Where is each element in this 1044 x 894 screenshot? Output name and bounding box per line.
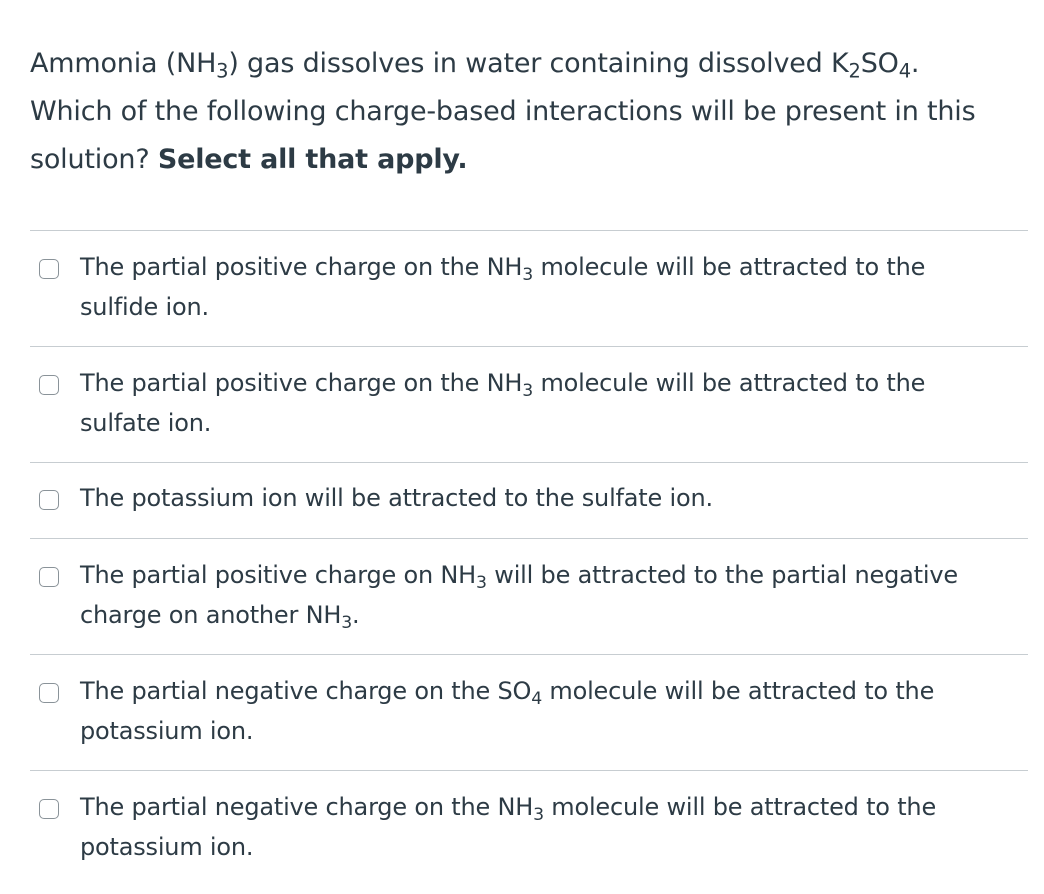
answer-option-4[interactable] — [30, 538, 1028, 654]
answer-text-1[interactable]: The partial positive charge on the $NH_3$ molecule will be attracted to the sulfide ion. — [80, 253, 926, 321]
answer-list — [30, 230, 1028, 886]
answer-option-6[interactable] — [30, 770, 1028, 886]
answer-text-6[interactable]: The partial negative charge on the $NH_3$ molecule will be attracted to the potassium ion. — [80, 793, 937, 861]
instruction-select-all: Select all that apply. — [157, 144, 468, 175]
question-line-3: solution? Select all that apply. — [30, 144, 468, 175]
answer-checkbox-3[interactable] — [39, 490, 59, 510]
answer-text-3[interactable]: The potassium ion will be attracted to the sulfate ion. — [80, 484, 713, 512]
answer-text-5[interactable]: The partial negative charge on the $SO_4$ molecule will be attracted to the potassium ion. — [80, 677, 935, 745]
answer-option-3[interactable] — [30, 462, 1028, 538]
answer-checkbox-1[interactable] — [39, 259, 59, 279]
answer-checkbox-2[interactable] — [39, 375, 59, 395]
question-line-2: Which of the following charge-based interactions will be present in this — [30, 96, 976, 127]
question-text — [30, 40, 1030, 184]
answer-checkbox-5[interactable] — [39, 683, 59, 703]
answer-text-4[interactable]: The partial positive charge on $NH_3$ will be attracted to the partial negative charge on another $NH_3$. — [80, 561, 958, 633]
answer-checkbox-4[interactable] — [39, 567, 59, 587]
answer-checkbox-6[interactable] — [39, 799, 59, 819]
answer-option-1[interactable] — [30, 230, 1028, 346]
answer-option-5[interactable] — [30, 654, 1028, 770]
answer-text-2[interactable]: The partial positive charge on the $NH_3$ molecule will be attracted to the sulfate ion. — [80, 369, 926, 437]
question-line-1: Ammonia $(NH_3)$ gas dissolves in water containing dissolved $K_2SO_4$. — [30, 48, 920, 83]
answer-option-2[interactable] — [30, 346, 1028, 462]
